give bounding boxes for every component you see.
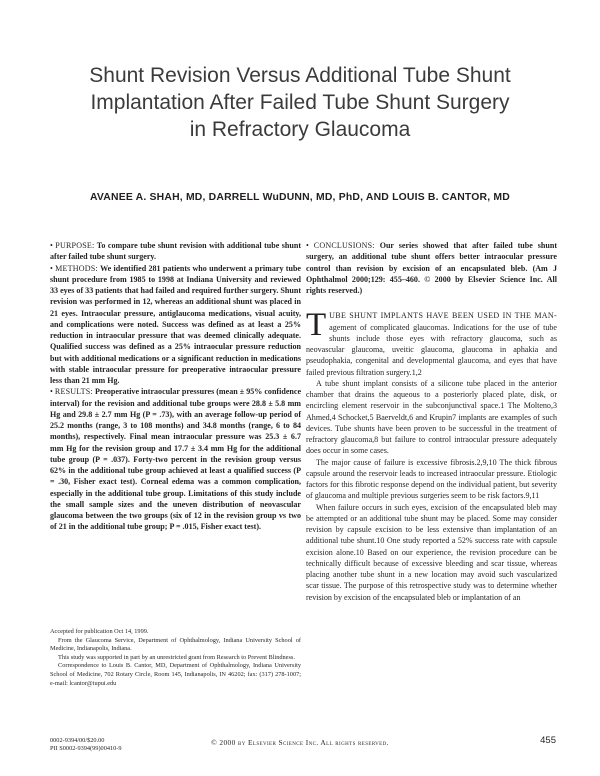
title-line: Implantation After Failed Tube Shunt Surgery (90, 91, 510, 114)
bullet-icon: • (306, 241, 309, 250)
body-paragraph: A tube shunt implant consists of a silicone tube placed in the anterior chamber that drains the aqueous to a posteriorly placed plate, disk, or encircling element reservoir in the subconjunctival space.1 The Molteno,3 Ahmed,4 Schocket,5 Baerveldt,6 and Krupin7 implants are examples of such devices. Tube shunts have been proven to be successful in the treatment of refractory glaucoma,8 but failure to control intraocular pressure adequately does occur in some cases. (306, 378, 557, 456)
left-column (50, 240, 301, 533)
issn-line: 0002-9394/00/$20.00 (50, 737, 105, 744)
body-text (306, 307, 557, 603)
body-paragraph (306, 307, 557, 378)
page-number: 455 (540, 735, 556, 746)
bullet-icon: • (50, 387, 53, 397)
abstract-text: Preoperative intraocular pressures (mean ± 95% confidence interval) for the revision and additional tube groups were 28.8 ± 5.8 mm Hg and 29.8 ± 2.7 mm Hg (P = .73), with an average follow-up period of 25.2 months (range, 3 to 108 months) and 34.8 months (range, 6 to 84 months), respectively. Final mean intraocular pressure was 25.3 ± 6.7 mm Hg for the revision group and 17.7 ± 3.4 mm Hg for the additional tube group (P = .037). Forty-two percent in the revision group versus 62% in the additional tube group achieved at least a qualified success (P = .30, Fisher exact test). Corneal edema was a common complication, especially in the additional tube group. Limitations of this study include the small sample sizes and the uneven distribution of neovascular glaucoma between the two groups (six of 12 in the revision group vs two of 21 in the additional tube group; P = .015, Fisher exact test). (50, 387, 302, 532)
paragraph-text: agement of complicated glaucomas. Indications for the use of tube shunts include those eyes with refractory glaucoma, such as neovascular glaucoma, uveitic glaucoma, glaucoma in aphakia and pseudophakia, congenital and developmental glaucoma, and eyes that have failed previous filtration surgery.1,2 (306, 322, 557, 377)
title-line: Shunt Revision Versus Additional Tube Shunt (89, 64, 511, 87)
abstract-text: Our series showed that after failed tube shunt surgery, an additional tube shunt offers better intraocular pressure control than revision by excision of an encapsulated bleb. (Am J Ophthalmol 2000;129: 455–460. © 2000 by Elsevier Science Inc. All rights reserved.) (306, 241, 557, 295)
footnote: This study was supported in part by an unrestricted grant from Research to Prevent Blindness. (58, 653, 295, 661)
abstract-text: To compare tube shunt revision with additional tube shunt after failed tube shunt surgery. (50, 241, 301, 262)
title-line: in Refractory Glaucoma (189, 118, 411, 141)
abstract-text: We identified 281 patients who underwent a primary tube shunt procedure from 1985 to 1998 at Indiana University and reviewed 33 eyes of 33 patients that had failed and required further surgery. Shunt revision was performed in 12, whereas an additional shunt was placed in 21 eyes. Intraocular pressure, antiglaucoma medications, visual acuity, and complications were noted. Success was defined as at least a 25% reduction in intraocular pressure that was deemed clinically adequate. Qualified success was defined as a 25% intraocular pressure reduction but with additional medications or a significant reduction in medications with stable intraocular pressure for preoperative intraocular pressure less than 21 mm Hg. (50, 263, 301, 385)
author-list: AVANEE A. SHAH, MD, DARRELL WuDUNN, MD, PhD, AND LOUIS B. CANTOR, MD (90, 192, 510, 203)
abstract-label: METHODS: (55, 263, 98, 273)
opening-caps: UBE SHUNT IMPLANTS HAVE BEEN USED IN THE MAN- (329, 311, 557, 321)
footnotes (50, 628, 301, 688)
abstract-label: CONCLUSIONS: (313, 241, 375, 250)
footnote: Accepted for publication Oct 14, 1999. (50, 628, 149, 635)
footnote: Correspondence to Louis B. Cantor, MD, Department of Ophthalmology, Indiana University School of Medicine, 702 Rotary Circle, Room 145, Indianapolis, IN 46202; fax: (317) 278-1007; e-mail: lcantor@iupui.edu (50, 662, 301, 687)
bullet-icon: • (50, 241, 53, 250)
footnote: From the Glaucoma Service, Department of Ophthalmology, Indiana University School of Medicine, Indianapolis, Indiana. (50, 636, 301, 653)
abstract-results (50, 386, 301, 532)
bullet-icon: • (50, 263, 53, 273)
copyright-notice: © 2000 by Elsevier Science Inc. All rights reserved. (211, 738, 389, 747)
abstract-methods (50, 263, 301, 387)
article-title (40, 62, 560, 143)
abstract-conclusions-text (306, 240, 557, 296)
abstract (50, 240, 301, 533)
right-column (306, 240, 557, 603)
abstract-label: RESULTS: (54, 387, 93, 397)
body-paragraph: When failure occurs in such eyes, excision of the encapsulated bleb may be attempted or an additional tube shunt may be placed. Some may consider revision by capsule excision to be less extensive than implantation of an additional tube shunt.10 One study reported a 52% success rate with capsule excision alone.10 Based on our experience, the revision procedure can be technically difficult because of excessive bleeding and scar tissue, whereas placing another tube shunt in a new location may avoid such vascularized scar tissue. The purpose of this retrospective study was to determine whether revision by excision of the encapsulated bleb or implantation of an (306, 502, 557, 602)
abstract-label: PURPOSE: (55, 241, 95, 250)
pii-line: PII S0002-9394(99)00410-9 (50, 745, 122, 753)
body-paragraph: The major cause of failure is excessive fibrosis.2,9,10 The thick fibrous capsule around the reservoir leads to increased intraocular pressure. Etiologic factors for this fibrotic response depend on the individual patient, but severity of glaucoma and multiple previous surgeries seem to be risk factors.9,11 (306, 457, 557, 501)
abstract-purpose (50, 240, 301, 263)
drop-cap: T (306, 307, 327, 344)
abstract-conclusions (306, 240, 557, 296)
